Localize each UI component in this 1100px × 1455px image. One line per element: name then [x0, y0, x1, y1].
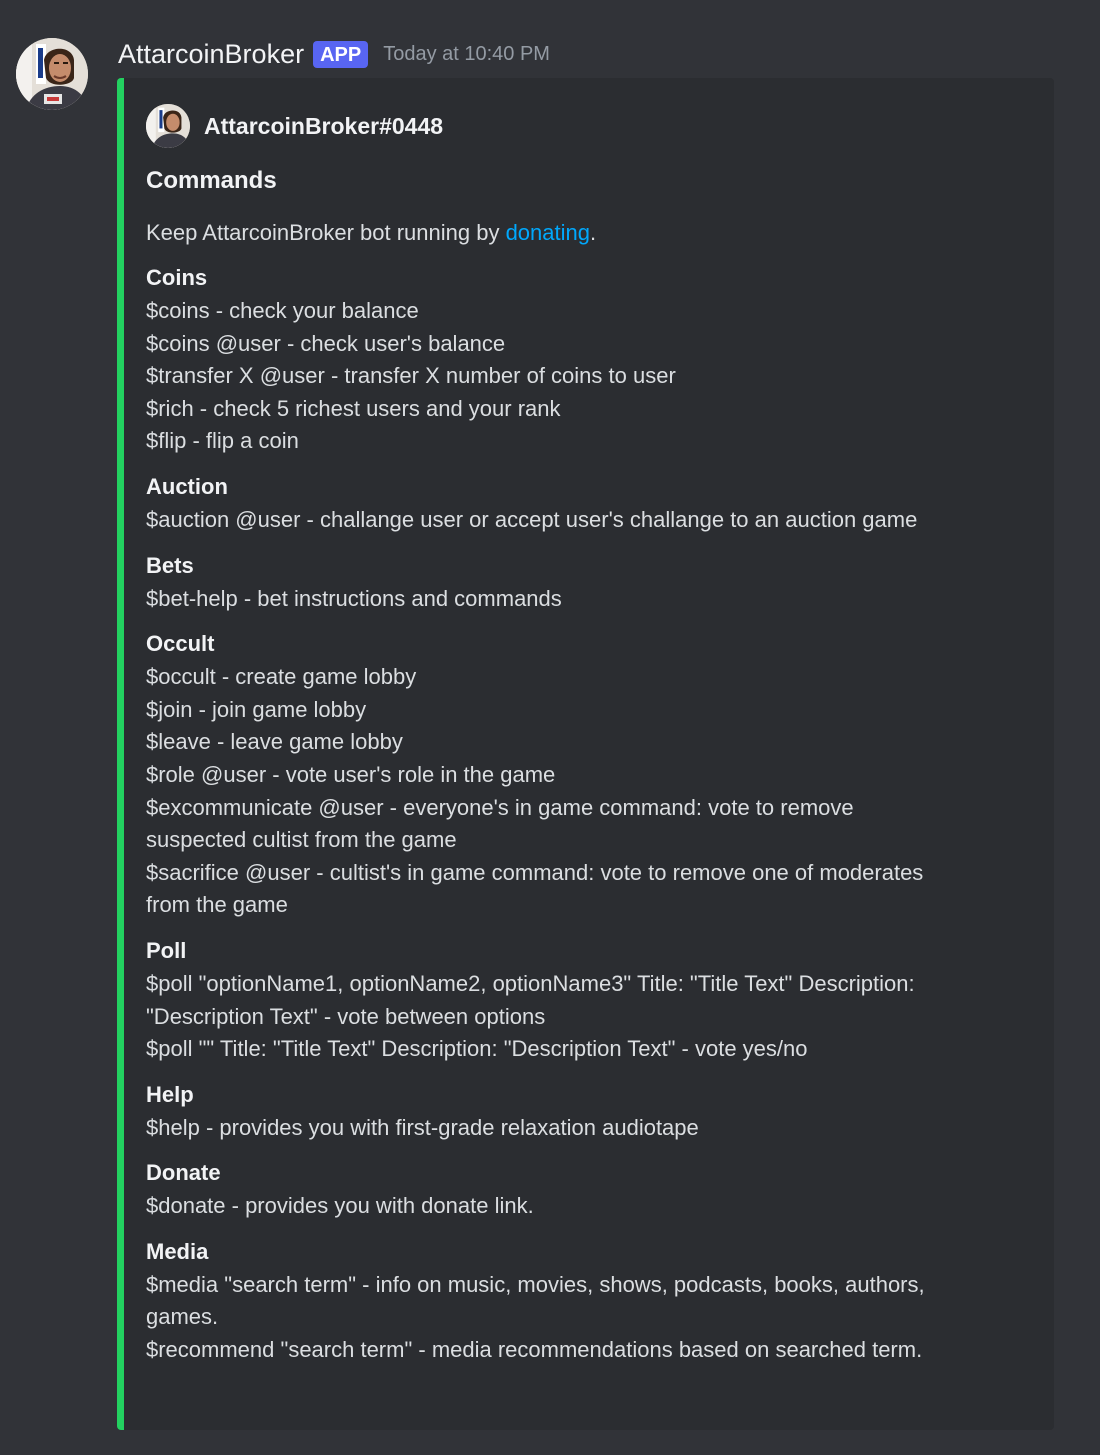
message-header [118, 36, 550, 72]
embed-author [146, 104, 1034, 148]
field-name: Help [146, 1081, 194, 1107]
field-name: Auction [146, 473, 228, 499]
embed-field-bets [146, 550, 1034, 616]
avatar-portrait-icon [16, 38, 88, 110]
command-line: $sacrifice @user - cultist's in game command: vote to remove one of moderates [146, 859, 924, 885]
embed-fields [146, 262, 1034, 1367]
embed-card [117, 78, 1054, 1430]
command-line: $media "search term" - info on music, movies, shows, podcasts, books, authors, [146, 1271, 925, 1297]
command-line: $transfer X @user - transfer X number of coins to user [146, 363, 676, 389]
command-line: $coins @user - check user's balance [146, 330, 506, 356]
embed-field-coins [146, 262, 1034, 458]
command-line: $leave - leave game lobby [146, 729, 403, 755]
username[interactable]: AttarcoinBroker [118, 38, 305, 69]
command-line: $recommend "search term" - media recommendations based on searched term. [146, 1337, 923, 1363]
command-line: $join - join game lobby [146, 696, 367, 722]
command-line: games. [146, 1304, 219, 1330]
command-line: $donate - provides you with donate link. [146, 1193, 534, 1219]
user-avatar[interactable] [16, 38, 88, 110]
command-line: from the game [146, 892, 288, 918]
app-badge: APP [313, 41, 368, 68]
command-line: $rich - check 5 richest users and your rank [146, 395, 561, 421]
embed-field-media [146, 1236, 1034, 1367]
command-line: $poll "optionName1, optionName2, optionName3" Title: "Title Text" Description: [146, 970, 915, 996]
embed-field-poll [146, 935, 1034, 1066]
field-name: Media [146, 1238, 209, 1264]
command-line: $occult - create game lobby [146, 664, 417, 690]
donating-link[interactable]: donating [505, 220, 590, 245]
command-line: $coins - check your balance [146, 298, 419, 323]
command-line: $bet-help - bet instructions and commands [146, 585, 562, 611]
command-line: $excommunicate @user - everyone's in game command: vote to remove [146, 794, 854, 820]
author-portrait-icon [146, 104, 190, 148]
embed-field-auction [146, 471, 1034, 537]
field-name: Occult [146, 631, 215, 657]
author-avatar [146, 104, 190, 148]
command-line: $auction @user - challange user or accept user's challange to an auction game [146, 506, 918, 532]
command-line: "Description Text" - vote between options [146, 1003, 546, 1029]
embed-field-donate [146, 1157, 1034, 1223]
embed-field-help [146, 1079, 1034, 1145]
embed-title: Commands [146, 167, 277, 194]
command-line: $flip - flip a coin [146, 428, 299, 454]
field-name: Bets [146, 552, 194, 578]
description-suffix: . [589, 220, 597, 245]
field-name: Poll [146, 937, 187, 963]
field-name: Coins [146, 265, 208, 290]
embed-description [146, 217, 1034, 249]
command-line: $help - provides you with first-grade relaxation audiotape [146, 1114, 699, 1140]
embed-author-name: AttarcoinBroker#0448 [204, 112, 444, 139]
description-text: Keep AttarcoinBroker bot running by [146, 220, 506, 245]
message-timestamp[interactable]: Today at 10:40 PM [383, 42, 550, 65]
command-line: suspected cultist from the game [146, 827, 457, 853]
command-line: $role @user - vote user's role in the game [146, 761, 556, 787]
field-name: Donate [146, 1160, 221, 1186]
embed-field-occult [146, 628, 1034, 922]
command-line: $poll "" Title: "Title Text" Description: "Description Text" - vote yes/no [146, 1036, 808, 1062]
